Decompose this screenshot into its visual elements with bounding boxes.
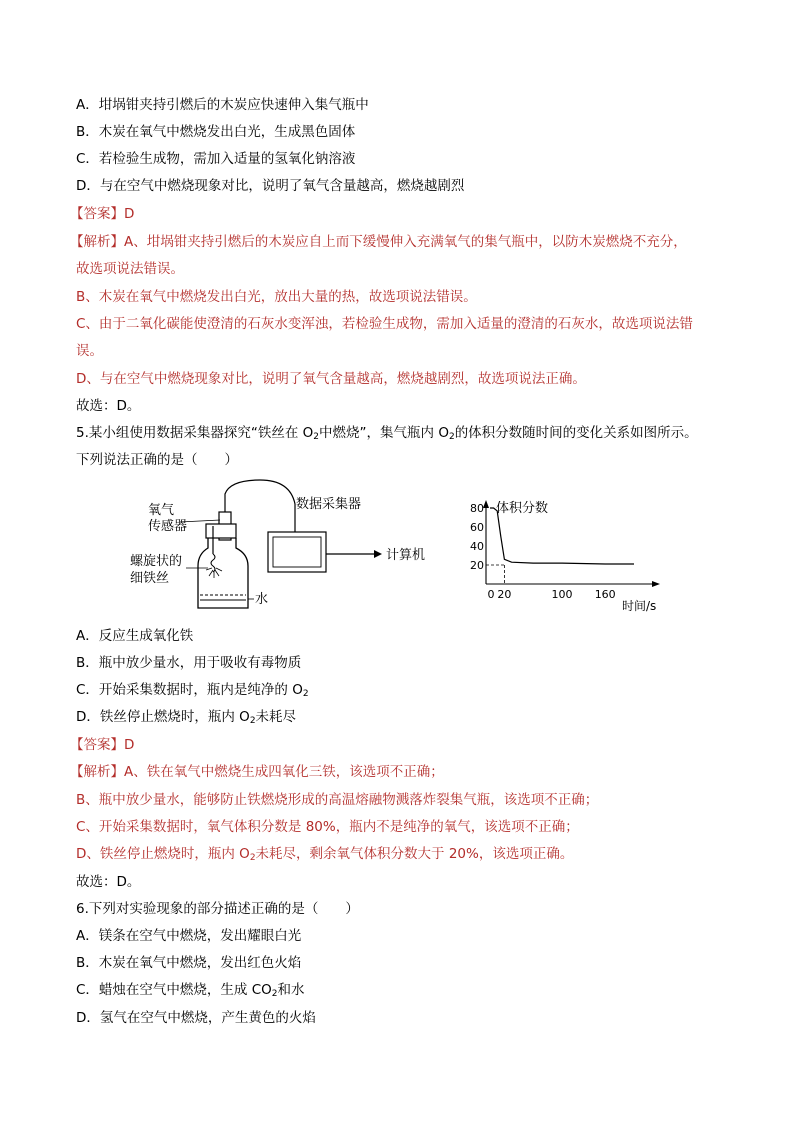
q6-stem: 6.下列对实验现象的部分描述正确的是（ ） (76, 901, 359, 917)
analysis-text: A、坩埚钳夹持引燃后的木炭应自上而下缓慢伸入充满氧气的集气瓶中，以防木炭燃烧不充分， (124, 234, 687, 250)
q6-option-c (76, 981, 305, 1003)
subscript: 2 (249, 853, 256, 863)
y-tick-label: 40 (470, 540, 484, 553)
y-tick-label: 80 (470, 502, 484, 515)
q4-conclusion: 故选：D。 (76, 398, 141, 414)
arrow-icon (374, 550, 382, 558)
q4-analysis-c-line1: C、由于二氧化碳能使澄清的石灰水变浑浊，若检验生成物，需加入适量的澄清的石灰水，故选项说法错 (76, 316, 693, 332)
q5-conclusion: 故选：D。 (76, 874, 141, 890)
answer-tag: 【答案】 (70, 206, 124, 222)
q5-analysis-a (70, 763, 444, 781)
stem-text: 的体积分数随时间的变化关系如图所示。 (454, 425, 698, 441)
x-axis-label: 时间/s (622, 599, 657, 613)
q6-option-a: A．镁条在空气中燃烧，发出耀眼白光 (76, 928, 302, 944)
q6-option-b: B．木炭在氧气中燃烧，发出红色火焰 (76, 955, 302, 971)
gas-bottle (198, 538, 248, 608)
q4-option-b: B．木炭在氧气中燃烧发出白光，生成黑色固体 (76, 124, 356, 140)
oxygen-series-line (490, 508, 634, 564)
x-tick-label: 0 (487, 588, 495, 601)
label-water: 水 (255, 592, 269, 607)
q4-analysis-d: D、与在空气中燃烧现象对比，说明了氧气含量越高，燃烧越剧烈，故选项说法正确。 (76, 371, 586, 387)
q4-option-c: C．若检验生成物，需加入适量的氢氧化钠溶液 (76, 151, 356, 167)
analysis-text: D、铁丝停止燃烧时，瓶内 O (76, 846, 250, 862)
q4-option-d: D．与在空气中燃烧现象对比，说明了氧气含量越高，燃烧越剧烈 (76, 178, 465, 194)
q5-stem-line1 (76, 424, 698, 446)
x-tick-label: 100 (551, 588, 573, 601)
q5-option-c (76, 681, 309, 703)
option-text: 和水 (277, 982, 305, 998)
option-text: 未耗尽 (255, 709, 297, 725)
answer-value: D (124, 737, 135, 753)
analysis-tag: 【解析】 (70, 764, 124, 780)
q4-option-a: A．坩埚钳夹持引燃后的木炭应快速伸入集气瓶中 (76, 97, 369, 113)
option-text: C．蜡烛在空气中燃烧，生成 CO (76, 982, 272, 998)
q5-stem-line2: 下列说法正确的是（ ） (76, 452, 238, 468)
analysis-text: A、铁在氧气中燃烧生成四氧化三铁，该选项不正确； (124, 764, 444, 780)
iron-wire-spiral (211, 554, 215, 572)
y-tick-label: 20 (470, 559, 484, 572)
sparks (206, 568, 222, 578)
y-tick-label: 60 (470, 521, 484, 534)
label-computer: 计算机 (386, 548, 426, 563)
subscript: 2 (302, 689, 309, 699)
option-text: C．开始采集数据时，瓶内是纯净的 O (76, 682, 303, 698)
q5-answer (70, 736, 134, 754)
label-collector: 数据采集器 (296, 497, 362, 512)
label-wire-1: 螺旋状的 (130, 554, 183, 569)
q5-analysis-b: B、瓶中放少量水，能够防止铁燃烧形成的高温熔融物溅落炸裂集气瓶，该选项不正确； (76, 792, 599, 808)
tick-labels (470, 502, 616, 601)
subscript: 2 (313, 432, 320, 442)
label-wire-2: 细铁丝 (130, 571, 170, 586)
option-text: D．铁丝停止燃烧时，瓶内 O (76, 709, 250, 725)
label-oxygen-2: 传感器 (148, 519, 188, 534)
y-axis-label: 体积分数 (496, 501, 549, 516)
analysis-tag: 【解析】 (70, 234, 124, 250)
q5-analysis-c: C、开始采集数据时，氧气体积分数是 80%，瓶内不是纯净的氧气，该选项不正确； (76, 819, 579, 835)
q5-option-a: A．反应生成氧化铁 (76, 628, 194, 644)
q5-option-d (76, 708, 296, 730)
q4-answer (70, 205, 134, 223)
answer-tag: 【答案】 (70, 737, 124, 753)
analysis-text: 未耗尽，剩余氧气体积分数大于 20%，该选项正确。 (255, 846, 574, 862)
label-oxygen-1: 氧气 (148, 503, 175, 518)
q4-analysis-a-line1 (70, 233, 687, 251)
q5-analysis-d (76, 845, 573, 867)
stem-text: 中燃烧”，集气瓶内 O (319, 425, 449, 441)
q4-analysis-b: B、木炭在氧气中燃烧发出白光，放出大量的热，故选项说法错误。 (76, 289, 477, 305)
subscript: 2 (448, 432, 455, 442)
q5-option-b: B．瓶中放少量水，用于吸收有毒物质 (76, 655, 302, 671)
x-tick-label: 160 (594, 588, 616, 601)
subscript: 2 (271, 989, 278, 999)
q4-analysis-a-line2: 故选项说法错误。 (76, 261, 184, 277)
oxygen-volume-chart (466, 494, 666, 616)
q6-option-d: D．氢气在空气中燃烧，产生黄色的火焰 (76, 1010, 316, 1026)
apparatus-diagram (120, 474, 440, 614)
q4-analysis-c-line2: 误。 (76, 343, 103, 359)
subscript: 2 (249, 716, 256, 726)
x-tick-label: 20 (497, 588, 512, 601)
stopper (206, 524, 236, 538)
stem-text: 5.某小组使用数据采集器探究“铁丝在 O (76, 425, 314, 441)
answer-value: D (124, 206, 135, 222)
